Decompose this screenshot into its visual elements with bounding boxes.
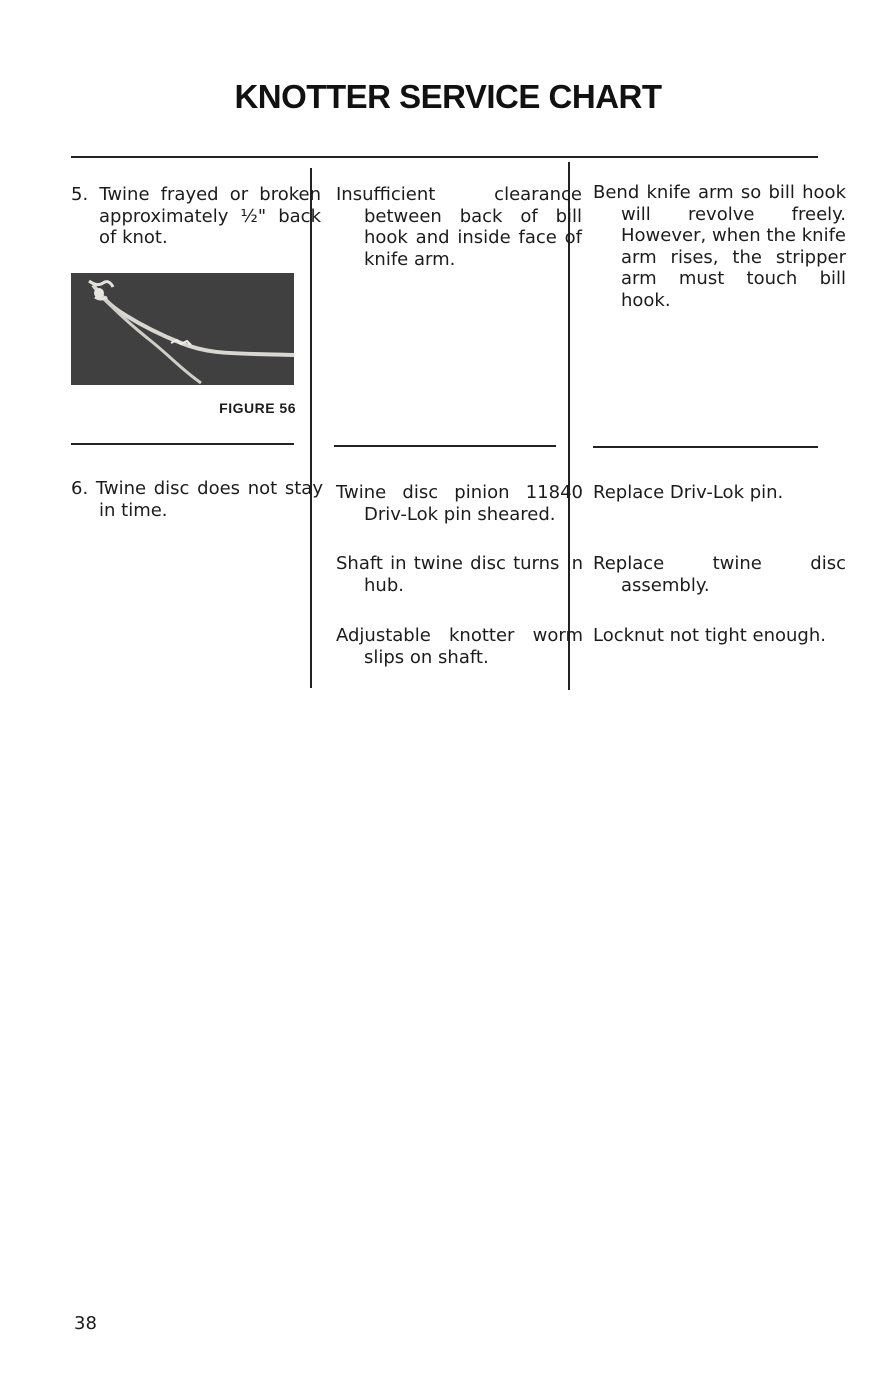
row-separator-3 [593, 446, 818, 448]
trouble-5: 5. Twine frayed or broken approximately ½" back of knot. [71, 184, 321, 248]
remedy-5: Bend knife arm so bill hook will revolve freely. However, when the knife arm rises, the stripper arm must touch bill hook. [593, 182, 846, 311]
page-title: KNOTTER SERVICE CHART [234, 78, 662, 115]
page-number: 38 [74, 1313, 97, 1334]
top-rule [71, 156, 818, 158]
cause-5: Insufficient clearance between back of bill hook and inside face of knife arm. [336, 184, 582, 270]
row-separator-1 [71, 443, 294, 445]
figure-caption: FIGURE 56 [219, 400, 296, 416]
figure-56-photo [71, 273, 294, 385]
remedy-6c: Locknut not tight enough. [593, 625, 826, 646]
twine-knot-image [71, 273, 294, 385]
remedy-6b: Replace twine disc assembly. [593, 553, 846, 596]
cause-6b: Shaft in twine disc turns in hub. [336, 553, 583, 596]
cause-6c: Adjustable knotter worm slips on shaft. [336, 625, 583, 668]
row-separator-2 [334, 445, 556, 447]
cause-6a: Twine disc pinion 11840 Driv-Lok pin sheared. [336, 482, 583, 525]
remedy-6a: Replace Driv-Lok pin. [593, 482, 784, 503]
trouble-6: 6. Twine disc does not stay in time. [71, 478, 323, 521]
